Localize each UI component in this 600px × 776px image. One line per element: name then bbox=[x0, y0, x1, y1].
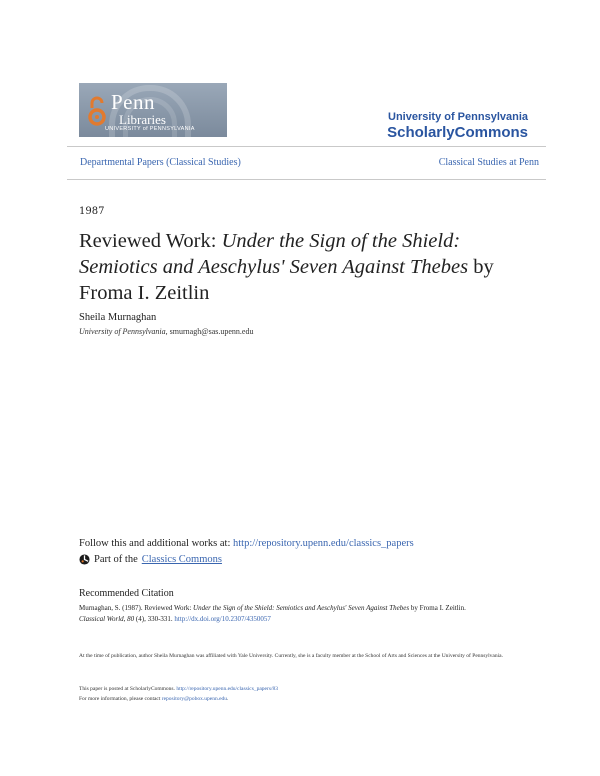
citation-prefix: Murnaghan, S. (1987). Reviewed Work: bbox=[79, 604, 194, 612]
title-prefix: Reviewed Work: bbox=[79, 230, 222, 252]
affiliation-university: University of Pennsylvania bbox=[79, 327, 166, 336]
publication-year: 1987 bbox=[79, 206, 105, 217]
scholarly-commons-title[interactable]: ScholarlyCommons bbox=[387, 124, 528, 141]
recommended-citation-heading: Recommended Citation bbox=[79, 588, 174, 599]
follow-url-link[interactable]: http://repository.upenn.edu/classics_papers bbox=[233, 538, 414, 549]
logo-subtitle-text: UNIVERSITY of PENNSYLVANIA bbox=[105, 126, 195, 132]
nav-divider bbox=[67, 179, 546, 180]
affiliation-note: At the time of publication, author Sheila Murnaghan was affiliated with Yale University. Currently, she is a faculty member at the School of Arts and Sciences at the University of Pennsylvania. bbox=[79, 653, 503, 659]
contact-suffix: . bbox=[227, 696, 229, 702]
paper-title bbox=[79, 228, 539, 306]
title-suffix: by Froma I. Zeitlin bbox=[79, 256, 494, 304]
classics-commons-link[interactable]: Classics Commons bbox=[141, 554, 222, 565]
posted-prefix: This paper is posted at ScholarlyCommons. bbox=[79, 686, 177, 692]
penn-libraries-logo[interactable] bbox=[79, 83, 227, 137]
posting-info bbox=[79, 684, 539, 704]
logo-penn-text: Penn bbox=[111, 90, 155, 114]
title-book-title: Under the Sign of the Shield: Semiotics and Aeschylus' Seven Against Thebes bbox=[79, 230, 469, 278]
author-email: , smurnagh@sas.upenn.edu bbox=[165, 327, 254, 336]
follow-line bbox=[79, 538, 414, 549]
follow-label: Follow this and additional works at: bbox=[79, 538, 233, 549]
citation-details: (4), 330-331. bbox=[134, 615, 175, 623]
classical-studies-link[interactable]: Classical Studies at Penn bbox=[438, 157, 539, 168]
contact-prefix: For more information, please contact bbox=[79, 696, 162, 702]
commons-network-icon bbox=[79, 554, 90, 565]
university-name: University of Pennsylvania bbox=[388, 111, 528, 123]
author-affiliation bbox=[79, 327, 253, 336]
top-divider bbox=[67, 146, 546, 147]
part-of-label: Part of the bbox=[94, 554, 138, 565]
citation-text bbox=[79, 603, 539, 625]
author-name: Sheila Murnaghan bbox=[79, 312, 157, 323]
part-of-line bbox=[79, 554, 222, 565]
citation-journal: Classical World, 80 bbox=[79, 615, 135, 623]
logo-libraries-text: Libraries bbox=[119, 112, 166, 127]
citation-doi-link[interactable]: http://dx.doi.org/10.2307/4350057 bbox=[174, 615, 271, 623]
contact-email-link[interactable]: repository@pobox.upenn.edu bbox=[161, 696, 228, 702]
citation-title: Under the Sign of the Shield: Semiotics and Aeschylus' Seven Against Thebes bbox=[193, 604, 410, 612]
departmental-papers-link[interactable]: Departmental Papers (Classical Studies) bbox=[80, 157, 241, 168]
citation-suffix: by Froma I. Zeitlin. bbox=[409, 604, 466, 612]
open-access-icon bbox=[87, 95, 107, 127]
posted-url-link[interactable]: http://repository.upenn.edu/classics_papers/83 bbox=[176, 686, 278, 692]
